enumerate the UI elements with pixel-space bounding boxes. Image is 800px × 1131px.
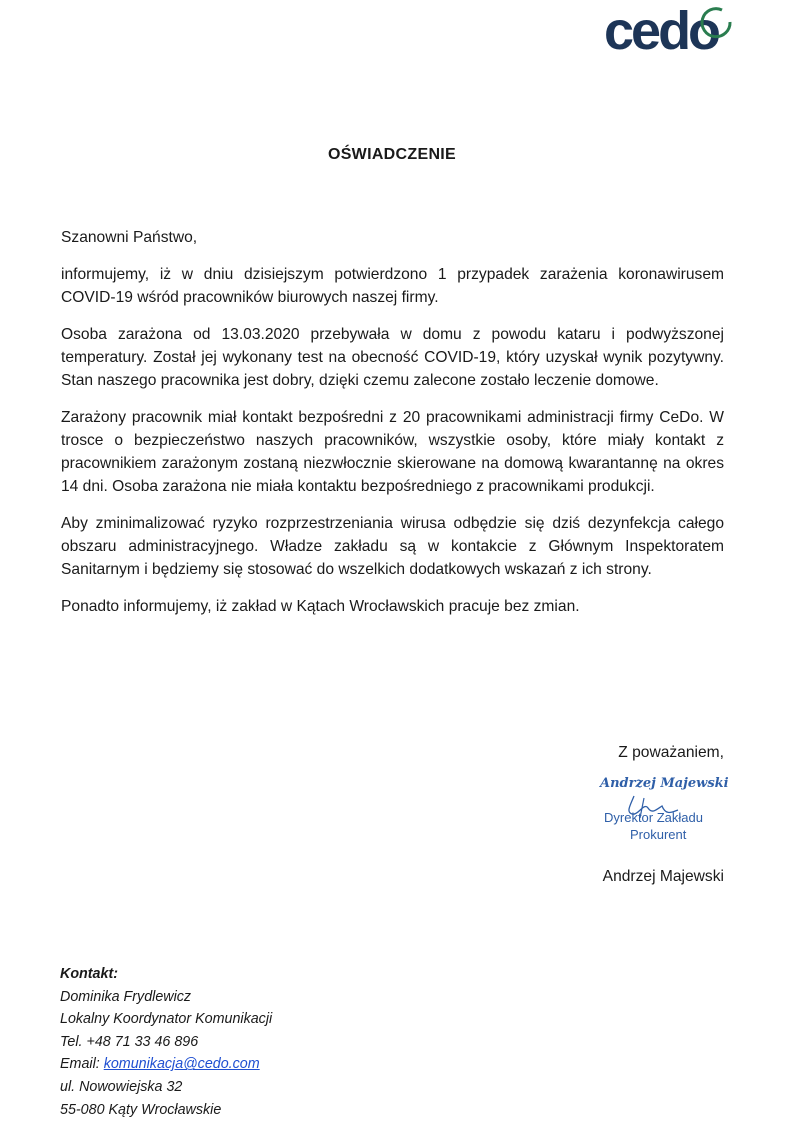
paragraph-contacts: Zarażony pracownik miał kontakt bezpośredni z 20 pracownikami administracji firmy CeDo. W trosce o bezpieczeństwo naszych pracowników, wszystkie osoby, które miały kontakt z pracownikiem zarażonym zostaną niezwłocznie skierowane na domową kwarantannę na okres 14 dni. Osoba zarażona nie miała kontaktu bezpośredniego z pracownikami produkcji. [61,409,724,495]
contact-name: Dominika Frydlewicz [60,988,192,1005]
page-title: OŚWIADCZENIE [327,146,457,163]
stamp-title: Dyrektor Zakładu [604,810,703,825]
paragraph-disinfection: Aby zminimalizować ryzyko rozprzestrzeniania wirusa odbędzie się dziś dezynfekcja całego obszaru administracyjnego. Władze zakładu są w kontakcie z Głównym Inspektoratem Sanitarnym i będziemy się stosować do wszelkich dodatkowych wskazań z ich strony. [61,515,724,578]
paragraph-plant-status: Ponadto informujemy, iż zakład w Kątach Wrocławskich pracuje bez zmian. [61,598,580,615]
contact-phone: Tel. +48 71 33 46 896 [60,1033,199,1050]
contact-heading: Kontakt: [60,966,118,982]
signature-stamp [586,772,736,846]
contact-email-label: Email: [60,1056,104,1073]
letter-body [61,226,724,632]
stamp-role: Prokurent [630,827,687,842]
contact-street: ul. Nowowiejska 32 [60,1078,183,1095]
salutation: Szanowni Państwo, [61,229,198,246]
cedo-logo-icon [600,0,760,58]
contact-email-link[interactable]: komunikacja@cedo.com [103,1056,260,1073]
stamp-name: Andrzej Majewski [600,776,729,791]
closing-phrase: Z poważaniem, [618,744,724,761]
paragraph-confirmation: informujemy, iż w dniu dzisiejszym potwierdzono 1 przypadek zarażenia koronawirusem COVID-19 wśród pracowników biurowych naszej firmy. [61,266,724,306]
contact-position: Lokalny Koordynator Komunikacji [60,1011,273,1028]
contact-block [60,963,460,1121]
contact-city: 55-080 Kąty Wrocławskie [60,1101,222,1118]
logo-wordmark: cedo [604,1,719,58]
signer-name: Andrzej Majewski [602,868,724,885]
company-logo [600,0,760,58]
paragraph-case-details: Osoba zarażona od 13.03.2020 przebywała w domu z powodu kataru i podwyższonej temperatury. Został jej wykonany test na obecność COVID-19, który uzyskał wynik pozytywny. Stan naszego pracownika jest dobry, dzięki czemu zalecone zostało leczenie domowe. [61,326,724,389]
contact-email-line [60,1053,460,1076]
